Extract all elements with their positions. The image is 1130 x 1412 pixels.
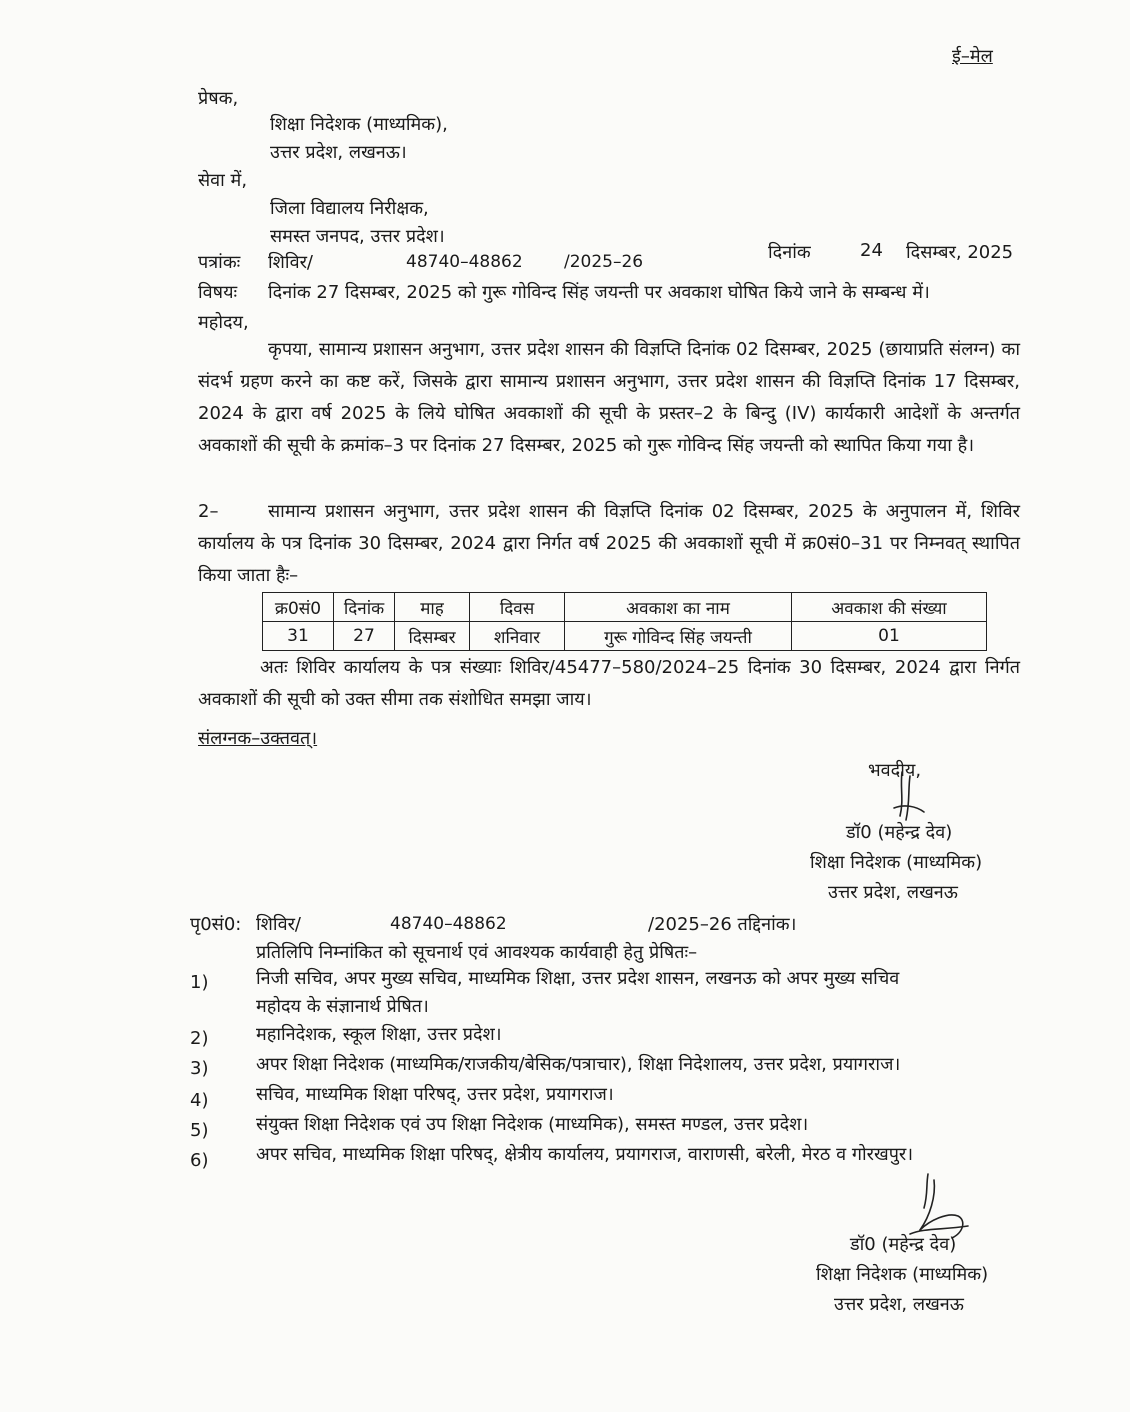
ref-date-day: 24 [860,240,883,261]
list-item-text: अपर शिक्षा निदेशक (माध्यमिक/राजकीय/बेसिक/पत्राचार), शिक्षा निदेशालय, उत्तर प्रदेश, प्रयागराज। [256,1054,901,1075]
ref-prefix: शिविर/ [268,252,313,273]
signatory-2-place: उत्तर प्रदेश, लखनऊ [834,1294,964,1315]
list-item-text: निजी सचिव, अपर मुख्य सचिव, माध्यमिक शिक्षा, उत्तर प्रदेश शासन, लखनऊ को अपर मुख्य सचिव [256,968,900,989]
subject-label: विषयः [198,282,238,303]
endorsement-year: /2025–26 तद्दिनांक। [648,914,797,935]
list-item-number: 3) [190,1058,209,1079]
table-row [263,622,987,651]
ref-year: /2025–26 [564,252,644,272]
recipient-line1: जिला विद्यालय निरीक्षक, [270,198,429,219]
list-item-text-cont: महोदय के संज्ञानार्थ प्रेषित। [256,996,429,1017]
signatory-place: उत्तर प्रदेश, लखनऊ [828,882,958,903]
ref-date-label: दिनांक [768,242,811,263]
email-tag: ई–मेल [952,46,993,67]
ref-date-rest: दिसम्बर, 2025 [906,242,1014,263]
signatory-title: शिक्षा निदेशक (माध्यमिक) [810,852,983,873]
ref-number: 48740–48862 [406,252,523,272]
table-header: दिवस [470,593,565,622]
endorsement-intro: प्रतिलिपि निम्नांकित को सूचनार्थ एवं आवश्यक कार्यवाही हेतु प्रेषितः– [256,942,698,963]
signatory-2-name: डॉ0 (महेन्द्र देव) [850,1234,957,1255]
paragraph-2-text: सामान्य प्रशासन अनुभाग, उत्तर प्रदेश शासन की विज्ञप्ति दिनांक 02 दिसम्बर, 2025 के अनुपालन में, शिविर कार्यालय के पत्र दिनांक 30 दिसम्बर, 2024 द्वारा निर्गत वर्ष 2025 की अवकाशों सूची में क्र0सं0–31 पर निम्नवत् स्थापित किया जाता हैः– [198,501,1020,586]
list-item-text: संयुक्त शिक्षा निदेशक एवं उप शिक्षा निदेशक (माध्यमिक), समस्त मण्डल, उत्तर प्रदेश। [256,1114,809,1135]
table-header: क्र0सं0 [263,593,334,622]
endorsement-label: पृ0सं0: [190,914,242,935]
paragraph-2-number: 2– [198,501,219,522]
sender-line1: शिक्षा निदेशक (माध्यमिक), [270,114,448,135]
recipient-line2: समस्त जनपद, उत्तर प्रदेश। [270,226,445,247]
paragraph-3: अतः शिविर कार्यालय के पत्र संख्याः शिविर/45477–580/2024–25 दिनांक 30 दिसम्बर, 2024 द्वारा निर्गत अवकाशों की सूची को उक्त सीमा तक संशोधित समझा जाय। [198,657,1020,710]
table-header-row [263,593,987,622]
endorsement-prefix: शिविर/ [256,914,301,935]
enclosure-note: संलग्नक–उक्तवत्। [198,728,318,749]
sender-label: प्रेषक, [198,88,239,109]
table-header: अवकाश की संख्या [792,593,987,622]
paragraph-2 [198,496,1020,592]
table-cell: 01 [792,622,987,651]
ref-label: पत्रांकः [198,252,241,273]
table-header: अवकाश का नाम [565,593,792,622]
table-cell: 31 [263,622,334,651]
list-item-number: 5) [190,1120,209,1141]
table-header: माह [395,593,470,622]
holiday-table [262,592,987,651]
list-item-number: 4) [190,1090,209,1111]
sender-line2: उत्तर प्रदेश, लखनऊ। [270,142,407,163]
list-item-number: 6) [190,1150,209,1171]
paragraph-1: कृपया, सामान्य प्रशासन अनुभाग, उत्तर प्रदेश शासन की विज्ञप्ति दिनांक 02 दिसम्बर, 2025 (छायाप्रति संलग्न) का संदर्भ ग्रहण करने का कष्ट करें, जिसके द्वारा सामान्य प्रशासन अनुभाग, उत्तर प्रदेश शासन की विज्ञप्ति दिनांक 17 दिसम्बर, 2024 के द्वारा वर्ष 2025 के लिये घोषित अवकाशों की सूची के प्रस्तर–2 के बिन्दु (IV) कार्यकारी आदेशों के अन्तर्गत अवकाशों की सूची के क्रमांक–3 पर दिनांक 27 दिसम्बर, 2025 को गुरू गोविन्द सिंह जयन्ती को स्थापित किया गया है। [198,339,1020,456]
list-item-number: 2) [190,1028,209,1049]
list-item-text: अपर सचिव, माध्यमिक शिक्षा परिषद्, क्षेत्रीय कार्यालय, प्रयागराज, वाराणसी, बरेली, मेरठ व गोरखपुर। [256,1144,914,1165]
table-cell: शनिवार [470,622,565,651]
table-cell: गुरू गोविन्द सिंह जयन्ती [565,622,792,651]
closing-text: भवदीय, [868,760,922,781]
signatory-2-title: शिक्षा निदेशक (माध्यमिक) [816,1264,989,1285]
signatory-name: डॉ0 (महेन्द्र देव) [846,822,953,843]
list-item-text: महानिदेशक, स्कूल शिक्षा, उत्तर प्रदेश। [256,1024,502,1045]
endorsement-number: 48740–48862 [390,914,507,934]
subject-text: दिनांक 27 दिसम्बर, 2025 को गुरू गोविन्द सिंह जयन्ती पर अवकाश घोषित किये जाने के सम्बन्ध में। [268,282,930,303]
table-cell: दिसम्बर [395,622,470,651]
table-header: दिनांक [334,593,395,622]
list-item-number: 1) [190,972,209,993]
salutation: महोदय, [198,312,249,333]
recipient-label: सेवा में, [198,170,248,191]
table-cell: 27 [334,622,395,651]
list-item-text: सचिव, माध्यमिक शिक्षा परिषद्, उत्तर प्रदेश, प्रयागराज। [256,1084,614,1105]
